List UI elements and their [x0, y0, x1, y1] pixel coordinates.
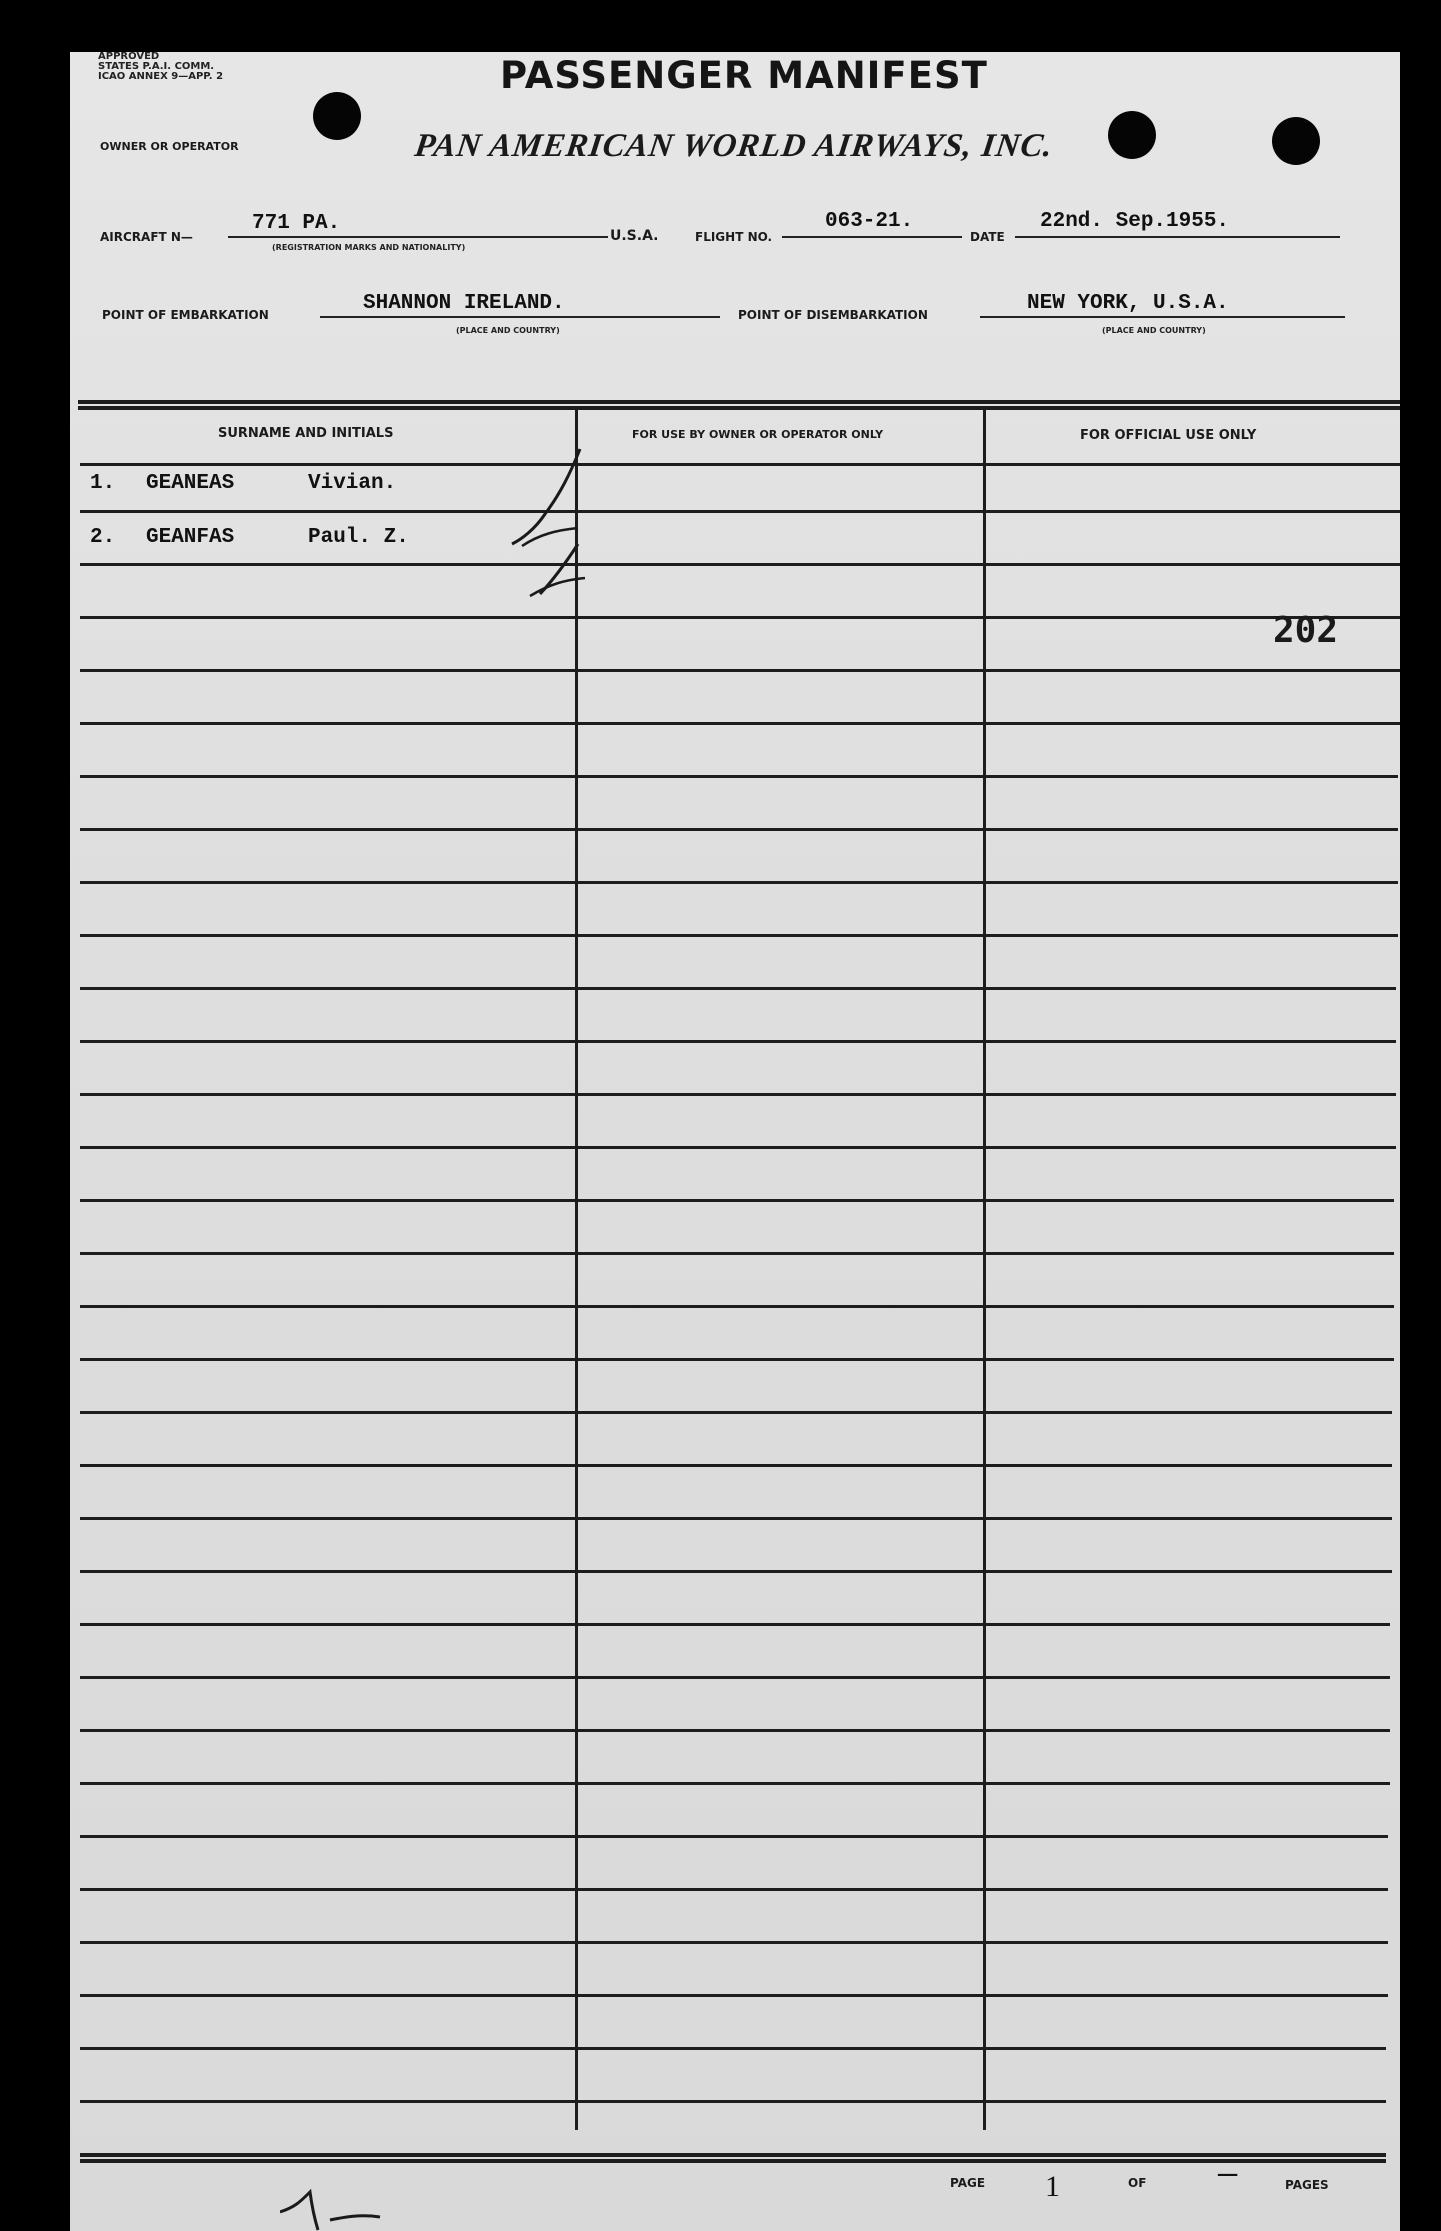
rule-line — [80, 1570, 1392, 1573]
approval-line-2: STATES P.A.I. COMM. — [98, 61, 215, 72]
page-title: PASSENGER MANIFEST — [500, 54, 988, 97]
aircraft-value: 771 PA. — [252, 212, 341, 235]
rule-line — [80, 463, 1400, 466]
column-divider-2 — [983, 410, 986, 2130]
rule-line — [80, 987, 1396, 990]
table-top-rule-2 — [78, 406, 1400, 410]
disembark-underline — [980, 316, 1345, 318]
page-number: 1 — [1045, 2170, 1060, 2203]
of-label: OF — [1128, 2176, 1147, 2190]
punch-hole-right — [1272, 117, 1320, 165]
rule-line — [80, 881, 1398, 884]
aircraft-sublabel: (REGISTRATION MARKS AND NATIONALITY) — [272, 243, 466, 252]
table-bottom-rule-2 — [80, 2159, 1386, 2163]
rule-line — [80, 1782, 1390, 1785]
rule-line — [80, 1252, 1394, 1255]
aircraft-underline — [228, 236, 608, 238]
rule-line — [80, 1093, 1396, 1096]
passenger-surname: GEANFAS — [146, 526, 235, 549]
rule-line — [80, 510, 1400, 513]
passenger-surname: GEANEAS — [146, 472, 235, 495]
handwritten-initials — [280, 2122, 420, 2231]
table-top-rule — [78, 400, 1400, 404]
rule-line — [80, 775, 1398, 778]
rule-line — [80, 1941, 1388, 1944]
rule-line — [80, 616, 1400, 619]
column-divider-1 — [575, 410, 578, 2130]
rule-line — [80, 1305, 1394, 1308]
rule-line — [80, 1411, 1392, 1414]
flight-value: 063-21. — [825, 210, 914, 233]
passenger-given-name: Paul. Z. — [308, 526, 409, 549]
embark-label: POINT OF EMBARKATION — [102, 308, 269, 322]
date-label: DATE — [970, 230, 1005, 244]
rule-line — [80, 1835, 1388, 1838]
page-label: PAGE — [950, 2176, 986, 2190]
rule-line — [80, 1358, 1394, 1361]
date-underline — [1015, 236, 1340, 238]
punch-hole-left — [313, 92, 361, 140]
rule-line — [80, 2047, 1386, 2050]
passenger-number: 2. — [90, 526, 116, 549]
flight-label: FLIGHT NO. — [695, 230, 773, 244]
rule-line — [80, 1517, 1392, 1520]
rule-line — [80, 1623, 1390, 1626]
embark-underline — [320, 316, 720, 318]
punch-hole-middle — [1108, 111, 1156, 159]
passenger-number: 1. — [90, 472, 116, 495]
header-operator: FOR USE BY OWNER OR OPERATOR ONLY — [632, 428, 884, 441]
rule-line — [80, 1146, 1396, 1149]
rule-line — [80, 1199, 1394, 1202]
table-bottom-rule — [80, 2153, 1386, 2157]
handwritten-checkmark — [510, 444, 600, 604]
header-official: FOR OFFICIAL USE ONLY — [1080, 428, 1257, 443]
rule-line — [80, 1464, 1392, 1467]
disembark-sublabel: (PLACE AND COUNTRY) — [1102, 326, 1206, 335]
rule-line — [80, 2100, 1386, 2103]
embark-value: SHANNON IRELAND. — [363, 292, 565, 315]
rule-line — [80, 563, 1400, 566]
disembark-value: NEW YORK, U.S.A. — [1027, 292, 1229, 315]
approval-line-1: APPROVED — [98, 51, 160, 62]
header-surname: SURNAME AND INITIALS — [218, 426, 394, 441]
stamp-number: 202 — [1273, 610, 1339, 651]
approval-line-3: ICAO ANNEX 9—APP. 2 — [98, 71, 224, 82]
owner-label: OWNER OR OPERATOR — [100, 140, 239, 153]
date-value: 22nd. Sep.1955. — [1040, 210, 1230, 233]
manifest-paper — [70, 52, 1400, 2231]
approval-note — [98, 52, 223, 82]
pages-label: PAGES — [1285, 2178, 1329, 2192]
embark-sublabel: (PLACE AND COUNTRY) — [456, 326, 560, 335]
aircraft-label: AIRCRAFT N— — [100, 230, 193, 244]
owner-value: PAN AMERICAN WORLD AIRWAYS, INC. — [412, 128, 1056, 164]
disembark-label: POINT OF DISEMBARKATION — [738, 308, 928, 322]
rule-line — [80, 1994, 1388, 1997]
rule-line — [80, 669, 1400, 672]
rule-line — [80, 1676, 1390, 1679]
page-total: — — [1218, 2156, 1238, 2193]
flight-underline — [782, 236, 962, 238]
rule-line — [80, 1729, 1390, 1732]
rule-line — [80, 934, 1398, 937]
country-label: U.S.A. — [610, 228, 659, 244]
rule-line — [80, 1040, 1396, 1043]
passenger-given-name: Vivian. — [308, 472, 397, 495]
rule-line — [80, 722, 1400, 725]
rule-line — [80, 1888, 1388, 1891]
rule-line — [80, 828, 1398, 831]
